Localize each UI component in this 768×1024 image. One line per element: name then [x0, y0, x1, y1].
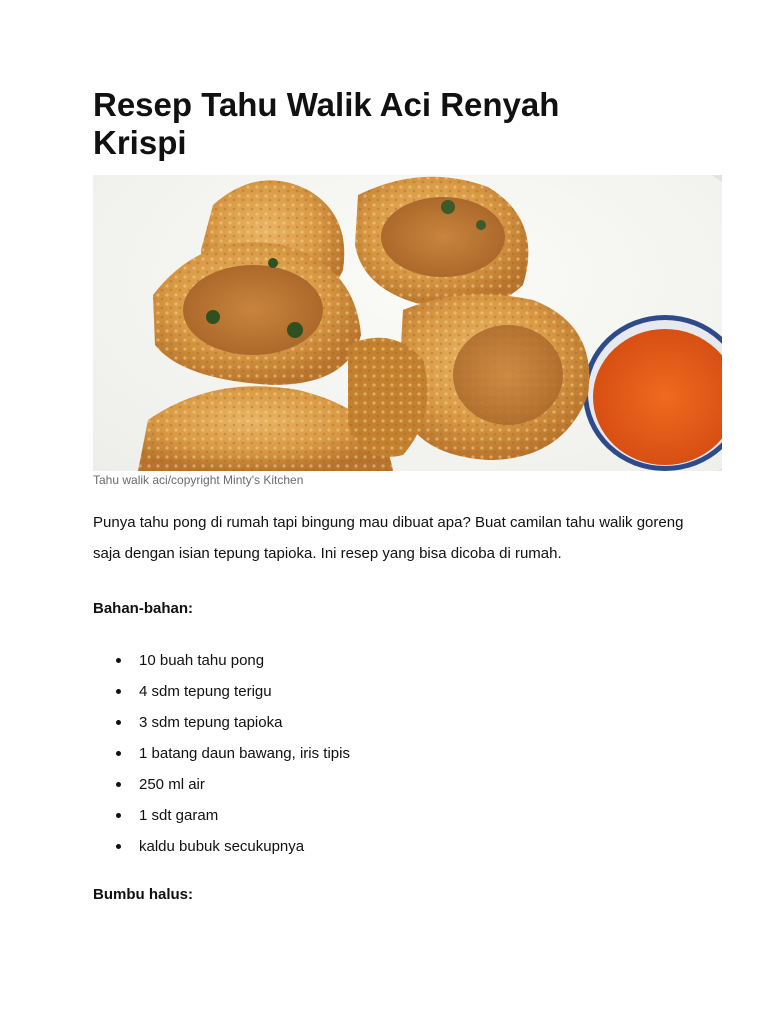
photo-caption: Tahu walik aci/copyright Minty's Kitchen: [93, 473, 304, 487]
list-item: [93, 773, 350, 804]
list-item: [93, 649, 350, 680]
bullet-icon: [116, 720, 121, 725]
bullet-icon: [116, 813, 121, 818]
ingredient-text: 1 batang daun bawang, iris tipis: [139, 745, 350, 762]
recipe-photo: [93, 175, 722, 471]
ingredient-text: 3 sdm tepung tapioka: [139, 714, 283, 731]
bullet-icon: [116, 658, 121, 663]
bullet-icon: [116, 689, 121, 694]
bullet-icon: [116, 844, 121, 849]
ingredient-text: 4 sdm tepung terigu: [139, 683, 272, 700]
spices-heading: Bumbu halus:: [93, 886, 193, 903]
ingredients-heading: Bahan-bahan:: [93, 600, 194, 617]
list-item: [93, 835, 350, 866]
article: [93, 86, 723, 903]
bullet-icon: [116, 751, 121, 756]
ingredient-text: 10 buah tahu pong: [139, 652, 265, 669]
bullet-icon: [116, 782, 121, 787]
list-item: [93, 742, 350, 773]
ingredient-text: kaldu bubuk secukupnya: [139, 838, 305, 855]
list-item: [93, 804, 350, 835]
intro-paragraph: Punya tahu pong di rumah tapi bingung mau dibuat apa? Buat camilan tahu walik goreng saja dengan isian tepung tapioka. Ini resep yang bisa dicoba di rumah.: [93, 514, 684, 562]
article-title: Resep Tahu Walik Aci Renyah Krispi: [93, 86, 560, 161]
ingredients-list: [93, 649, 350, 866]
list-item: [93, 711, 350, 742]
ingredient-text: 250 ml air: [139, 776, 205, 793]
list-item: [93, 680, 350, 711]
ingredient-text: 1 sdt garam: [139, 807, 219, 824]
